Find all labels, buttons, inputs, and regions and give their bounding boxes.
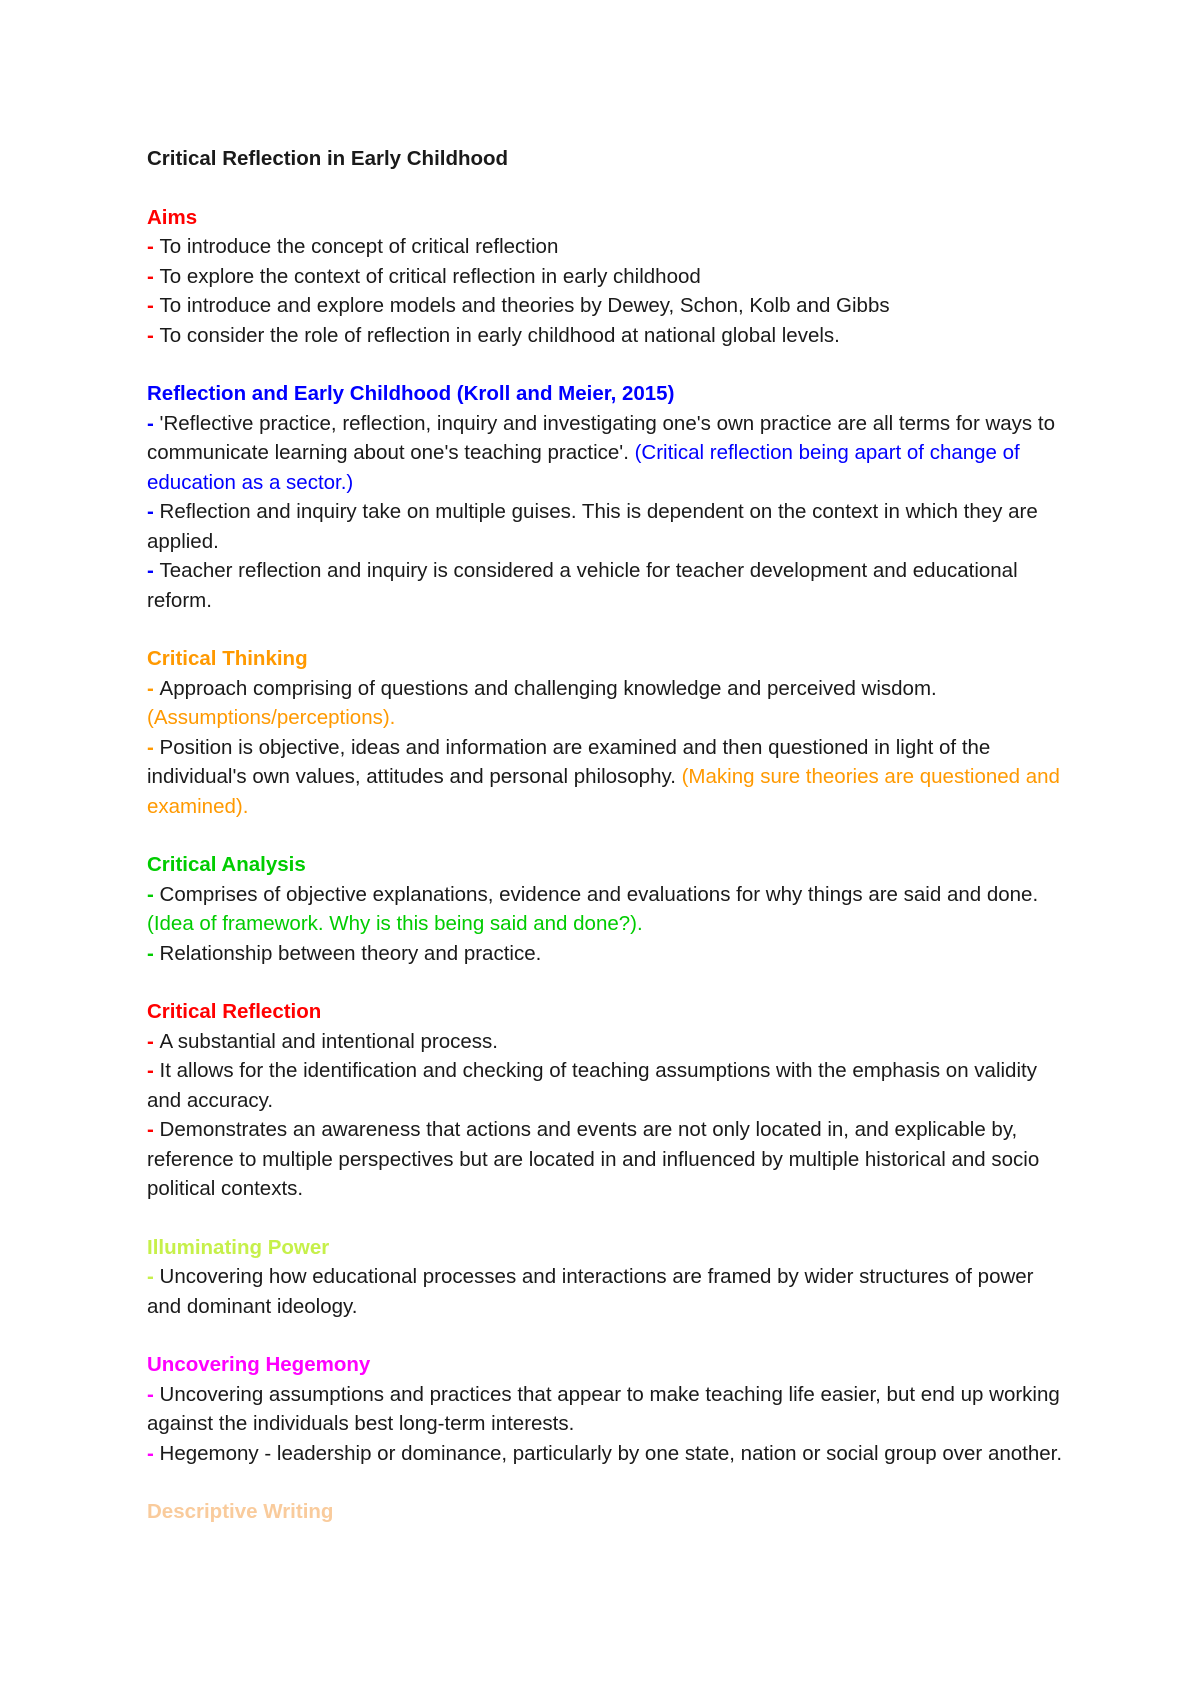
bullet-item (147, 1115, 1067, 1204)
bullet-dash: - (147, 1118, 160, 1141)
section-power (147, 1233, 1067, 1322)
bullet-dash: - (147, 235, 160, 258)
bullet-note: (Idea of framework. Why is this being said and done?). (147, 912, 643, 935)
bullet-dash: - (147, 500, 160, 523)
bullet-text: A substantial and intentional process. (159, 1029, 499, 1053)
bullet-text: 'Reflective practice, reflection, inquiry and investigating one's own practice are all terms for ways to communicate learning about one's teaching practice'. (147, 411, 1055, 464)
bullet-text: Reflection and inquiry take on multiple guises. This is dependent on the context in which they are applied. (147, 500, 1038, 553)
bullet-text: Position is objective, ideas and information are examined and then questioned in light of the individual's own values, attitudes and personal philosophy. (147, 735, 991, 788)
bullet-item (147, 291, 1067, 321)
bullet-dash: - (147, 1059, 160, 1082)
bullet-dash: - (147, 735, 160, 759)
bullet-dash: - (147, 1029, 160, 1053)
bullet-text: Hegemony - leadership or dominance, particularly by one state, nation or social group over another. (159, 1441, 1063, 1465)
document-page (147, 144, 1067, 1527)
bullet-item (147, 1027, 1067, 1057)
bullet-dash: - (147, 941, 160, 965)
section-critical-reflection (147, 997, 1067, 1204)
bullet-item (147, 880, 1067, 939)
bullet-dash: - (147, 1265, 160, 1288)
bullet-text: To consider the role of reflection in early childhood at national global levels. (159, 323, 840, 347)
section-heading: Critical Reflection (147, 1000, 322, 1023)
bullet-text: It allows for the identification and checking of teaching assumptions with the emphasis on validity and accuracy. (147, 1059, 1037, 1112)
bullet-dash: - (147, 676, 160, 700)
bullet-dash: - (147, 294, 160, 317)
bullet-note: (Assumptions/perceptions). (147, 706, 396, 729)
section-aims (147, 203, 1067, 351)
bullet-text: To introduce the concept of critical reflection (159, 235, 559, 258)
bullet-dash: - (147, 411, 160, 435)
bullet-text: Comprises of objective explanations, evidence and evaluations for why things are said and done. (159, 882, 1039, 906)
section-analysis (147, 850, 1067, 968)
section-heading: Uncovering Hegemony (147, 1353, 371, 1376)
section-thinking (147, 644, 1067, 821)
bullet-item (147, 1056, 1067, 1115)
bullet-item (147, 733, 1067, 822)
bullet-dash: - (147, 559, 160, 582)
bullet-item (147, 409, 1067, 498)
document-title: Critical Reflection in Early Childhood (147, 147, 509, 170)
bullet-dash: - (147, 323, 160, 347)
section-heading: Reflection and Early Childhood (Kroll and Meier, 2015) (147, 382, 675, 405)
section-heading: Critical Analysis (147, 853, 306, 876)
section-heading: Illuminating Power (147, 1235, 330, 1259)
bullet-item (147, 1380, 1067, 1439)
bullet-text: Teacher reflection and inquiry is considered a vehicle for teacher development and educational reform. (147, 559, 1018, 612)
bullet-item (147, 1262, 1067, 1321)
section-descriptive (147, 1497, 1067, 1527)
bullet-dash: - (147, 1441, 160, 1465)
section-reflection (147, 379, 1067, 615)
bullet-item (147, 1439, 1067, 1469)
bullet-text: Uncovering assumptions and practices that appear to make teaching life easier, but end up working against the individuals best long-term interests. (147, 1382, 1060, 1435)
bullet-item (147, 556, 1067, 615)
bullet-note: (Making sure theories are questioned and examined). (147, 765, 1060, 818)
bullet-item (147, 232, 1067, 262)
bullet-text: Approach comprising of questions and challenging knowledge and perceived wisdom. (159, 676, 937, 700)
bullet-item (147, 674, 1067, 733)
bullet-text: Demonstrates an awareness that actions and events are not only located in, and explicable by, reference to multiple perspectives but are located in and influenced by multiple historical and socio political contexts. (147, 1118, 1040, 1200)
document-sections (147, 203, 1067, 1527)
bullet-text: To explore the context of critical reflection in early childhood (159, 264, 701, 288)
section-heading: Critical Thinking (147, 647, 308, 670)
section-heading: Descriptive Writing (147, 1500, 334, 1523)
bullet-dash: - (147, 1382, 160, 1406)
bullet-note: (Critical reflection being apart of change of education as a sector.) (147, 441, 1020, 494)
bullet-dash: - (147, 264, 160, 288)
bullet-item (147, 497, 1067, 556)
bullet-text: Uncovering how educational processes and interactions are framed by wider structures of power and dominant ideology. (147, 1265, 1034, 1318)
bullet-item (147, 939, 1067, 969)
bullet-dash: - (147, 882, 160, 906)
bullet-item (147, 321, 1067, 351)
section-hegemony (147, 1350, 1067, 1468)
bullet-item (147, 262, 1067, 292)
bullet-text: To introduce and explore models and theories by Dewey, Schon, Kolb and Gibbs (159, 294, 890, 317)
section-heading: Aims (147, 205, 198, 229)
bullet-text: Relationship between theory and practice. (159, 941, 542, 965)
